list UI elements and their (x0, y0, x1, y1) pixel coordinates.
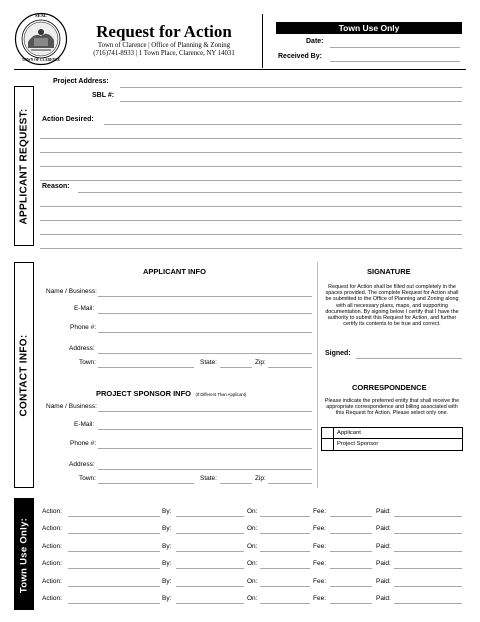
reason-line[interactable] (40, 220, 462, 221)
by-label: By: (162, 577, 172, 585)
by-field[interactable] (176, 586, 244, 587)
by-label: By: (162, 595, 172, 602)
applicant-name-label: Name / Business: (46, 288, 97, 295)
on-field[interactable] (260, 516, 310, 517)
sponsor-address-field[interactable] (98, 469, 312, 470)
paid-field[interactable] (394, 516, 462, 517)
on-label: On: (247, 577, 258, 585)
option-sponsor-label: Project Sponsor (337, 441, 379, 447)
received-by-label: Received By: (278, 53, 322, 60)
sponsor-zip-label: Zip: (255, 475, 266, 482)
applicant-town-label: Town: (79, 359, 96, 366)
sponsor-info-title-row (96, 383, 246, 401)
sponsor-info-note: (If Different Than Applicant) (195, 392, 247, 397)
sbl-label: SBL #: (92, 92, 115, 99)
reason-field[interactable] (78, 192, 462, 193)
fee-label: Fee: (313, 595, 327, 602)
action-label: Action: (42, 577, 62, 585)
option-applicant-checkbox[interactable] (322, 428, 334, 439)
sponsor-state-label: State: (200, 475, 217, 482)
applicant-state-label: State: (200, 359, 217, 366)
option-sponsor-checkbox[interactable] (322, 439, 334, 450)
header-rule (14, 69, 466, 70)
signature-title: SIGNATURE (367, 267, 411, 276)
paid-field[interactable] (394, 603, 462, 604)
fee-label: Fee: (313, 508, 327, 515)
fee-label: Fee: (313, 542, 327, 550)
action-field[interactable] (68, 603, 160, 604)
applicant-email-label: E-Mail: (74, 305, 95, 312)
applicant-request-side-label: APPLICANT REQUEST: (18, 108, 30, 225)
applicant-town-field[interactable] (98, 367, 194, 368)
action-label: Action: (42, 542, 62, 550)
sponsor-phone-label: Phone #: (70, 440, 97, 447)
reason-label: Reason: (42, 183, 70, 190)
seal-bottom-text: TOWN OF CLARENCE (21, 58, 61, 62)
date-label: Date: (306, 38, 324, 45)
action-label: Action: (42, 560, 62, 568)
action-desired-label: Action Desired: (42, 116, 94, 123)
sponsor-state-field[interactable] (220, 483, 252, 484)
project-address-field[interactable] (120, 87, 462, 88)
action-label: Action: (42, 595, 62, 602)
applicant-zip-label: Zip: (255, 359, 266, 366)
applicant-email-field[interactable] (98, 313, 312, 314)
contact-info-side-label: CONTACT INFO: (18, 334, 30, 417)
sponsor-town-label: Town: (79, 475, 96, 482)
paid-label: Paid: (376, 595, 391, 602)
town-use-banner (276, 22, 462, 34)
action-field[interactable] (68, 533, 160, 534)
applicant-phone-field[interactable] (98, 332, 312, 333)
on-label: On: (247, 595, 258, 602)
action-desired-line[interactable] (40, 166, 462, 167)
on-label: On: (247, 542, 258, 550)
signature-field[interactable] (356, 358, 462, 359)
fee-field[interactable] (330, 551, 372, 552)
on-field[interactable] (260, 568, 310, 569)
seal-top-text: SEAL (35, 13, 47, 18)
date-field[interactable] (330, 47, 460, 48)
applicant-state-field[interactable] (220, 367, 252, 368)
paid-field[interactable] (394, 586, 462, 587)
project-address-label: Project Address: (53, 78, 109, 85)
action-label: Action: (42, 508, 62, 515)
fee-field[interactable] (330, 586, 372, 587)
paid-label: Paid: (376, 508, 391, 515)
sponsor-address-label: Address: (69, 461, 95, 468)
action-desired-line[interactable] (40, 138, 462, 139)
on-field[interactable] (260, 586, 310, 587)
sbl-field[interactable] (120, 101, 462, 102)
paid-field[interactable] (394, 533, 462, 534)
by-label: By: (162, 508, 172, 515)
sponsor-town-field[interactable] (98, 483, 194, 484)
on-field[interactable] (260, 603, 310, 604)
paid-field[interactable] (394, 551, 462, 552)
form-address: (716)741-8933 | 1 Town Place, Clarence, NY 14031 (93, 50, 235, 57)
action-field[interactable] (68, 516, 160, 517)
applicant-name-field[interactable] (98, 296, 312, 297)
option-sponsor-row[interactable] (322, 439, 462, 450)
correspondence-instructions: Please indicate the preferred entity that shall receive the appropriate correspondence and billing associated with this Request for Action. Please select only one. (324, 398, 460, 417)
town-use-side-box (14, 498, 34, 610)
fee-field[interactable] (330, 516, 372, 517)
sponsor-zip-field[interactable] (268, 483, 312, 484)
received-by-field[interactable] (330, 61, 460, 62)
action-field[interactable] (68, 568, 160, 569)
applicant-info-title: APPLICANT INFO (143, 267, 206, 276)
by-label: By: (162, 560, 172, 568)
action-label: Action: (42, 525, 62, 533)
signed-label: Signed: (325, 350, 351, 357)
applicant-zip-field[interactable] (268, 367, 312, 368)
form-subtitle: Town of Clarence | Office of Planning & Zoning (97, 42, 231, 49)
option-applicant-label: Applicant (337, 430, 361, 436)
by-field[interactable] (176, 533, 244, 534)
sponsor-info-title: PROJECT SPONSOR INFO (96, 389, 192, 398)
sponsor-phone-field[interactable] (98, 448, 312, 449)
sponsor-email-label: E-Mail: (74, 421, 95, 428)
reason-line[interactable] (40, 248, 462, 249)
paid-label: Paid: (376, 542, 391, 550)
form-title: Request for Action (96, 22, 232, 41)
fee-label: Fee: (313, 577, 327, 585)
on-label: On: (247, 508, 258, 515)
sponsor-name-field[interactable] (98, 411, 312, 412)
applicant-request-side-box (14, 86, 34, 246)
sponsor-email-field[interactable] (98, 429, 312, 430)
by-label: By: (162, 542, 172, 550)
signature-instructions: Request for Action shall be filled out completely in the spaces provided. The complete Request for Action shall be submitted to the Office of Planning and Zoning along with all necessary plans, maps, and supporting documentation. By signing below I certify that I have the authority to submit this Request for Action, and further certify its contents to be true and correct. (325, 284, 459, 328)
town-use-side-label: Town Use Only: (18, 517, 30, 594)
on-label: On: (247, 525, 258, 533)
fee-label: Fee: (313, 525, 327, 533)
town-seal (14, 12, 68, 66)
on-label: On: (247, 560, 258, 568)
by-label: By: (162, 525, 172, 533)
paid-label: Paid: (376, 525, 391, 533)
by-field[interactable] (176, 551, 244, 552)
reason-line[interactable] (40, 206, 462, 207)
on-field[interactable] (260, 551, 310, 552)
correspondence-options (321, 427, 463, 451)
paid-field[interactable] (394, 568, 462, 569)
contact-divider (317, 262, 318, 488)
by-field[interactable] (176, 516, 244, 517)
fee-field[interactable] (330, 568, 372, 569)
applicant-address-label: Address: (69, 345, 95, 352)
option-applicant-row[interactable] (322, 428, 462, 439)
reason-line[interactable] (40, 234, 462, 235)
header-divider (262, 14, 263, 68)
town-use-banner-label: Town Use Only (338, 23, 400, 33)
applicant-phone-label: Phone #: (70, 324, 97, 331)
fee-field[interactable] (330, 533, 372, 534)
sponsor-name-label: Name / Business: (46, 403, 97, 410)
action-field[interactable] (68, 551, 160, 552)
paid-label: Paid: (376, 560, 391, 568)
by-field[interactable] (176, 603, 244, 604)
by-field[interactable] (176, 568, 244, 569)
action-field[interactable] (68, 586, 160, 587)
action-desired-line[interactable] (40, 152, 462, 153)
applicant-address-field[interactable] (98, 353, 312, 354)
fee-field[interactable] (330, 603, 372, 604)
fee-label: Fee: (313, 560, 327, 568)
action-desired-field[interactable] (104, 124, 462, 125)
paid-label: Paid: (376, 577, 391, 585)
contact-info-side-box (14, 262, 34, 488)
correspondence-title: CORRESPONDENCE (352, 383, 427, 392)
on-field[interactable] (260, 533, 310, 534)
action-desired-line[interactable] (40, 180, 462, 181)
